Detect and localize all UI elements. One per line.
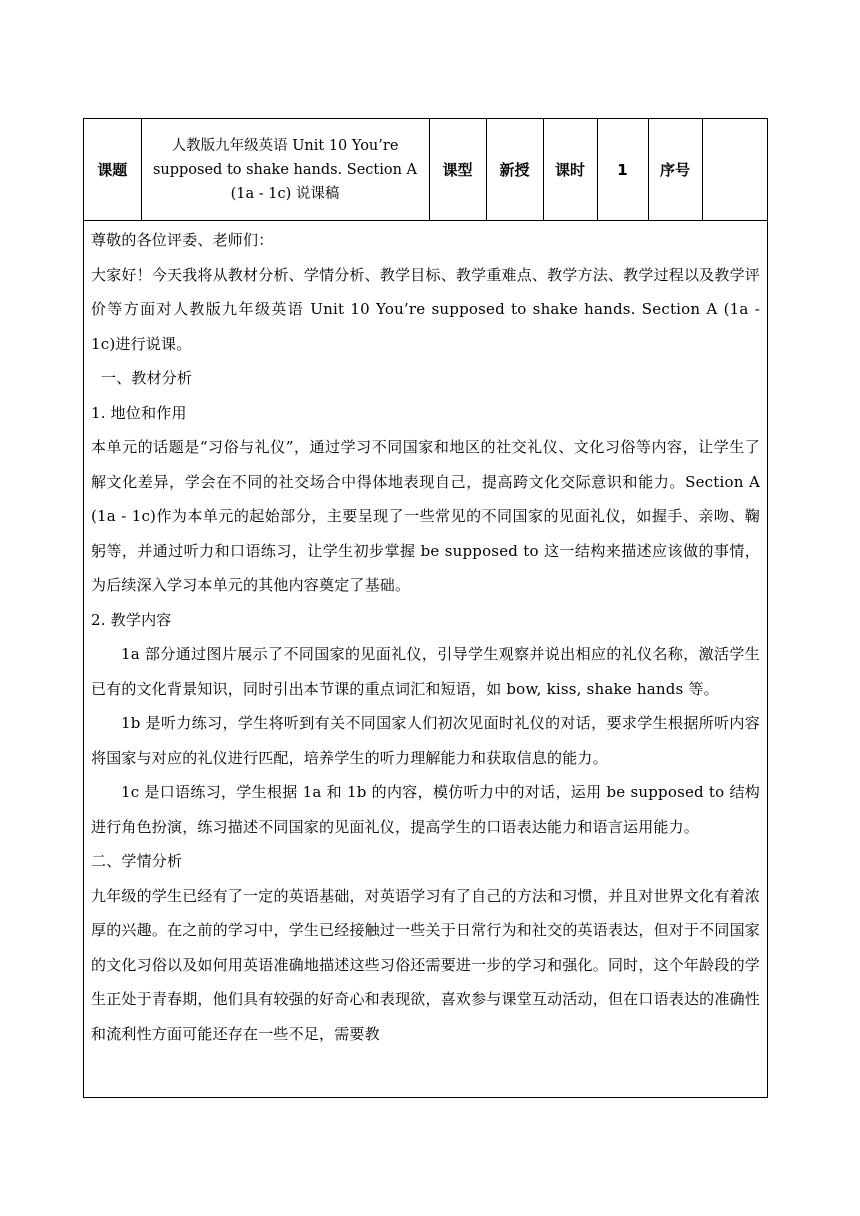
class-hours-value: 1	[597, 119, 648, 221]
header-table	[84, 119, 767, 221]
lesson-plan-table	[83, 118, 768, 1098]
intro-paragraph: 大家好！今天我将从教材分析、学情分析、教学目标、教学重难点、教学方法、教学过程以及教学评价等方面对人教版九年级英语 Unit 10 You’re supposed to shake hands. Section A (1a - 1c)进行说课。	[91, 265, 760, 353]
greeting: 尊敬的各位评委、老师们：	[91, 231, 274, 249]
subsection-1-heading: 1. 地位和作用	[91, 403, 187, 422]
paragraph-1b: 1b 是听力练习，学生将听到有关不同国家人们初次见面时礼仪的对话，要求学生根据所听内容将国家与对应的礼仪进行匹配，培养学生的听力理解能力和获取信息的能力。	[91, 714, 760, 767]
lesson-type-value: 新授	[486, 119, 543, 221]
section-2-paragraph: 九年级的学生已经有了一定的英语基础，对英语学习有了自己的方法和习惯，并且对世界文化有着浓厚的兴趣。在之前的学习中，学生已经接触过一些关于日常行为和社交的英语表达，但对于不同国家的文化习俗以及如何用英语准确地描述这些习俗还需要进一步的学习和强化。同时，这个年龄段的学生正处于青春期，他们具有较强的好奇心和表现欲，喜欢参与课堂互动活动，但在口语表达的准确性和流利性方面可能还存在一些不足，需要教	[91, 886, 760, 1043]
topic-title: 人教版九年级英语 Unit 10 You’re supposed to shake hands. Section A (1a - 1c) 说课稿	[141, 119, 429, 221]
subsection-1-paragraph: 本单元的话题是“习俗与礼仪”，通过学习不同国家和地区的社交礼仪、文化习俗等内容，让学生了解文化差异，学会在不同的社交场合中得体地表现自己，提高跨文化交际意识和能力。Section A (1a - 1c)作为本单元的起始部分，主要呈现了一些常见的不同国家的见面礼仪，如握手、亲吻、鞠躬等，并通过听力和口语练习，让学生初步掌握 be supposed to 这一结构来描述应该做的事情，为后续深入学习本单元的其他内容奠定了基础。	[91, 438, 760, 594]
content-body	[84, 221, 767, 1051]
section-2-heading: 二、学情分析	[91, 852, 183, 870]
class-hours-label: 课时	[543, 119, 597, 221]
sequence-value	[702, 119, 767, 221]
subsection-2-heading: 2. 教学内容	[91, 610, 172, 629]
section-1-heading: 一、教材分析	[101, 369, 193, 387]
paragraph-1c: 1c 是口语练习，学生根据 1a 和 1b 的内容，模仿听力中的对话，运用 be supposed to 结构进行角色扮演，练习描述不同国家的见面礼仪，提高学生的口语表达能力和语言运用能力。	[91, 783, 760, 836]
sequence-label: 序号	[648, 119, 702, 221]
paragraph-1a: 1a 部分通过图片展示了不同国家的见面礼仪，引导学生观察并说出相应的礼仪名称，激活学生已有的文化背景知识，同时引出本节课的重点词汇和短语，如 bow, kiss, shake hands 等。	[91, 645, 760, 698]
lesson-type-label: 课型	[429, 119, 486, 221]
topic-label: 课题	[84, 119, 141, 221]
